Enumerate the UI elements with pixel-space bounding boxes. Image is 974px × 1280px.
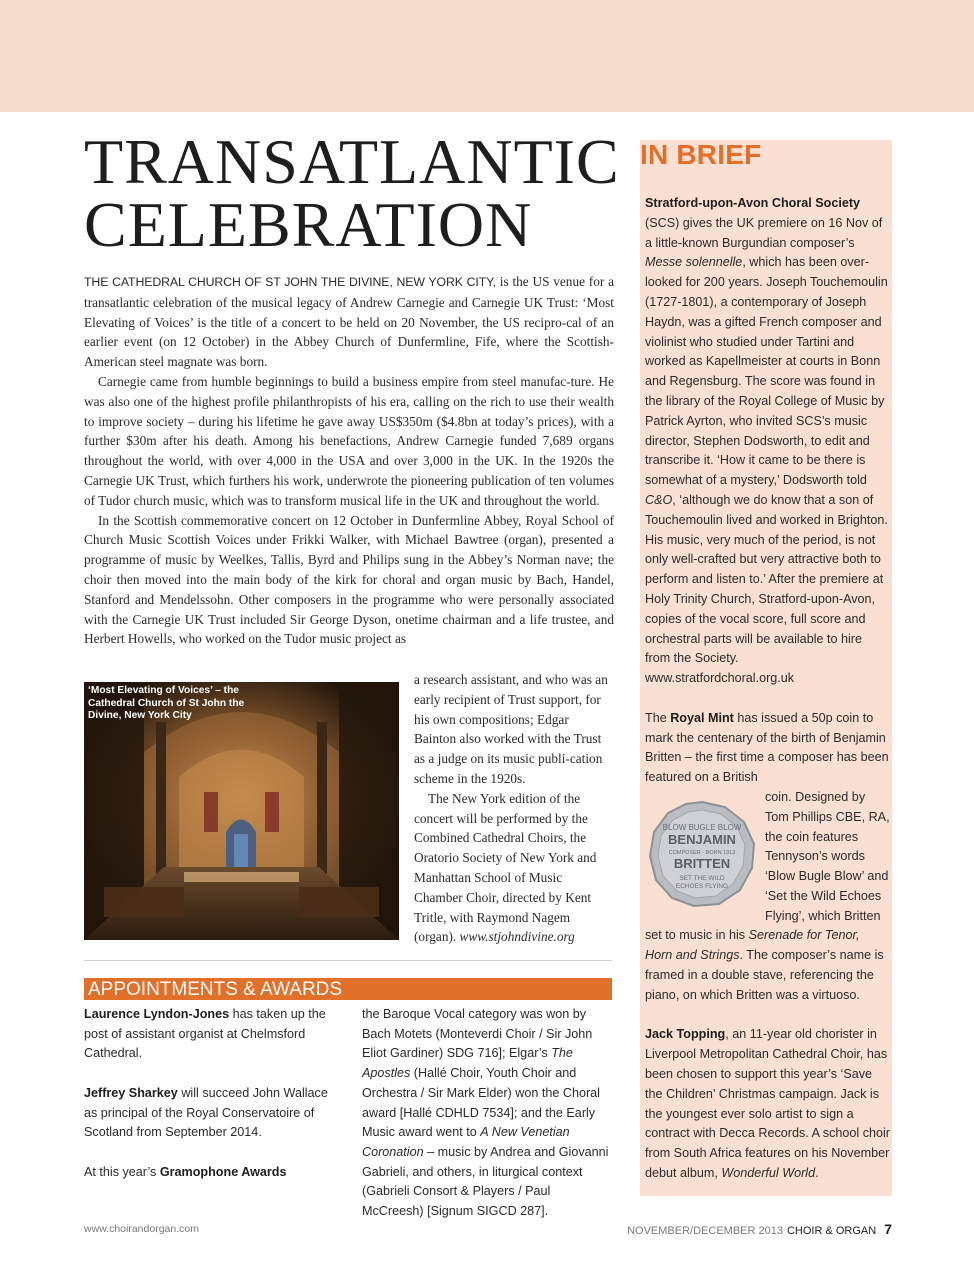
- headline-line-1: TRANSATLANTIC: [84, 126, 620, 197]
- coin-bottom-text-1: SET THE WILD: [679, 875, 725, 882]
- footer-issue-info: [627, 1221, 892, 1237]
- article-wrap-column: [414, 670, 612, 947]
- appointment-item-3: At this year’s Gramophone Awards: [84, 1164, 287, 1179]
- top-color-band: [0, 0, 974, 112]
- brief-item-2: The Royal Mint has issued a 50p coin to mark the centenary of the birth of Benjamin Britten – the first time a composer has been featured on a British: [645, 710, 889, 785]
- brief-item-2-coin-text: coin. Designed by Tom Phillips CBE, RA, the coin features Tennyson’s words ‘Blow Bugle Blow’ and ‘Set the Wild Echoes Flying’, which Britten: [765, 789, 890, 923]
- photo-caption: ‘Most Elevating of Voices’ – the Cathedral Church of St John the Divine, New York City: [88, 685, 245, 721]
- section-divider: [84, 960, 612, 961]
- appointment-item-2: Jeffrey Sharkey will succeed John Wallace as principal of the Royal Conservatoire of Scotland from September 2014.: [84, 1085, 328, 1140]
- brief-item-2-end: set to music in his Serenade for Tenor, Horn and Strings. The composer’s name is framed in a double stave, referencing the piano, on which Britten was a virtuoso.: [645, 928, 884, 1002]
- article-paragraph-3: In the Scottish commemorative concert on 12 October in Dunfermline Abbey, Royal School of Church Music Scottish Voices under Frikki Walker, with Michael Bawtree (organ), presented a programme of music by Weelkes, Tallis, Byrd and Philips sung in the Abbey’s Norman nave; the choir then moved into the main body of the kirk for choral and organ music by Bach, Handel, Stanford and Mendelssohn. Other composers in the programme who were personally associated with the Carnegie UK Trust included Sir George Dyson, onetime chairman and a life trustee, and Herbert Howells, who worked on the Tudor music project as: [84, 512, 614, 647]
- stjohndivine-link[interactable]: www.stjohndivine.org: [459, 929, 575, 945]
- footer-magazine-name: CHOIR & ORGAN: [786, 1225, 877, 1237]
- article-paragraph-4: The New York edition of the concert will be performed by the Combined Cathedral Choirs, the Oratorio Society of New York and Manhattan School of Music Chamber Choir, directed by Kent Tritle, with Raymond Nagem (organ). www.stjohndivine.org: [414, 790, 597, 945]
- brief-item-3: Jack Topping, an 11-year old chorister in Liverpool Metropolitan Cathedral Choir, has been chosen to support this year’s ‘Save the Children’ Christmas campaign. Jack is the youngest ever solo artist to sign a contract with Decca Records. A school choir from South Africa features on his November debut album, Wonderful World.: [645, 1027, 890, 1181]
- appointment-item-1: Laurence Lyndon-Jones has taken up the post of assistant organist at Chelmsford Cathedral.: [84, 1007, 326, 1061]
- appointments-column-2: [362, 1005, 612, 1222]
- in-brief-heading: IN BRIEF: [640, 139, 762, 170]
- coin-bottom-text-2: ECHOES FLYING: [675, 883, 729, 890]
- headline: [84, 126, 624, 260]
- coin-sub-text: COMPOSER · BORN 1913: [668, 850, 736, 856]
- appointment-item-3-continued: the Baroque Vocal category was won by Bach Motets (Monteverdi Choir / Sir John Eliot Gardiner) SDG 716]; Elgar’s The Apostles (Hallé Choir, Youth Choir and Orchestra / Sir Mark Elder) won the Choral award [Hallé CDHLD 7534]; and the Early Music award went to A New Venetian Coronation – music by Andrea and Giovanni Gabrieli, and others, in liturgical context (Gabrieli Consort & Players / Paul McCreesh) [Signum SIGCD 287].: [362, 1007, 609, 1219]
- headline-line-2: CELEBRATION: [84, 189, 533, 260]
- britten-50p-coin-image: [648, 800, 756, 908]
- coin-arc-text: BLOW BUGLE BLOW: [662, 823, 742, 832]
- appointments-heading: APPOINTMENTS & AWARDS: [84, 978, 612, 1000]
- brief-item-1: Stratford-upon-Avon Choral Society (SCS) gives the UK premiere on 16 Nov of a little-known Burgundian composer’s Messe solennelle, which has been over-looked for 200 years. Joseph Touchemoulin (1727-1801), a contemporary of Joseph Haydn, was a gifted French composer and violinist who studied under Tartini and worked as Kapellmeister at courts in Bonn and Regensburg. The score was found in the library of the Royal College of Music by Patrick Ayrton, who invited SCS’s music director, Stephen Dodsworth, to edit and transcribe it. ‘How it came to be there is somewhat of a mystery,’ Dodsworth told C&O, ‘although we do know that a son of Touchemoulin lived and worked in Brighton. His music, very much of the period, is not only well-crafted but very attractive both to perform and listen to.’ After the premiere at Holy Trinity Church, Stratford-upon-Avon, copies of the vocal score, full score and orchestral parts will be available to hire from the Society. www.stratfordchoral.org.uk: [645, 196, 888, 686]
- coin-name-2: BRITTEN: [673, 856, 731, 871]
- lead-caps: THE CATHEDRAL CHURCH OF ST JOHN THE DIVINE, NEW YORK CITY,: [84, 275, 496, 289]
- in-brief-text: [645, 194, 890, 1184]
- footer-website-link[interactable]: www.choirandorgan.com: [84, 1223, 199, 1235]
- article-paragraph-3-continued: a research assistant, and who was an early recipient of Trust support, for his own compositions; Edgar Bainton also worked with the Trust as a judge on its music publi-cation scheme in the 1920s.: [414, 672, 608, 786]
- page-number: 7: [884, 1221, 892, 1237]
- article-paragraph-1: THE CATHEDRAL CHURCH OF ST JOHN THE DIVINE, NEW YORK CITY, is the US venue for a transatlantic celebration of the musical legacy of Andrew Carnegie and Carnegie UK Trust: ‘Most Elevating of Voices’ is the title of a concert to be held on 20 November, the US recipro-cal of an earlier event (on 12 October) in the Abbey Church of Dunfermline, Fife, where the Scottish-American steel magnate was born.: [84, 274, 614, 370]
- footer-issue-date: NOVEMBER/DECEMBER 2013: [627, 1225, 783, 1237]
- coin-name-1: BENJAMIN: [668, 832, 736, 847]
- appointments-column-1: [84, 1005, 334, 1182]
- article-paragraph-2: Carnegie came from humble beginnings to build a business empire from steel manufac-ture. He was also one of the highest profile philanthropists of his era, calling on the rich to use their wealth to improve society – during his lifetime he gave away US$350m ($4.8bn at today’s prices), with a further $30m after his death. Among his benefactions, Andrew Carnegie funded 7,689 organs throughout the world, with over 4,000 in the USA and over 3,000 in the UK. In the 1920s the Carnegie UK Trust, which furthers his work, underwrote the pioneering publication of ten volumes of Tudor church music, which was to transform musical life in the UK and throughout the world.: [84, 373, 614, 508]
- article-body: [84, 272, 614, 649]
- cathedral-photo: [84, 682, 399, 940]
